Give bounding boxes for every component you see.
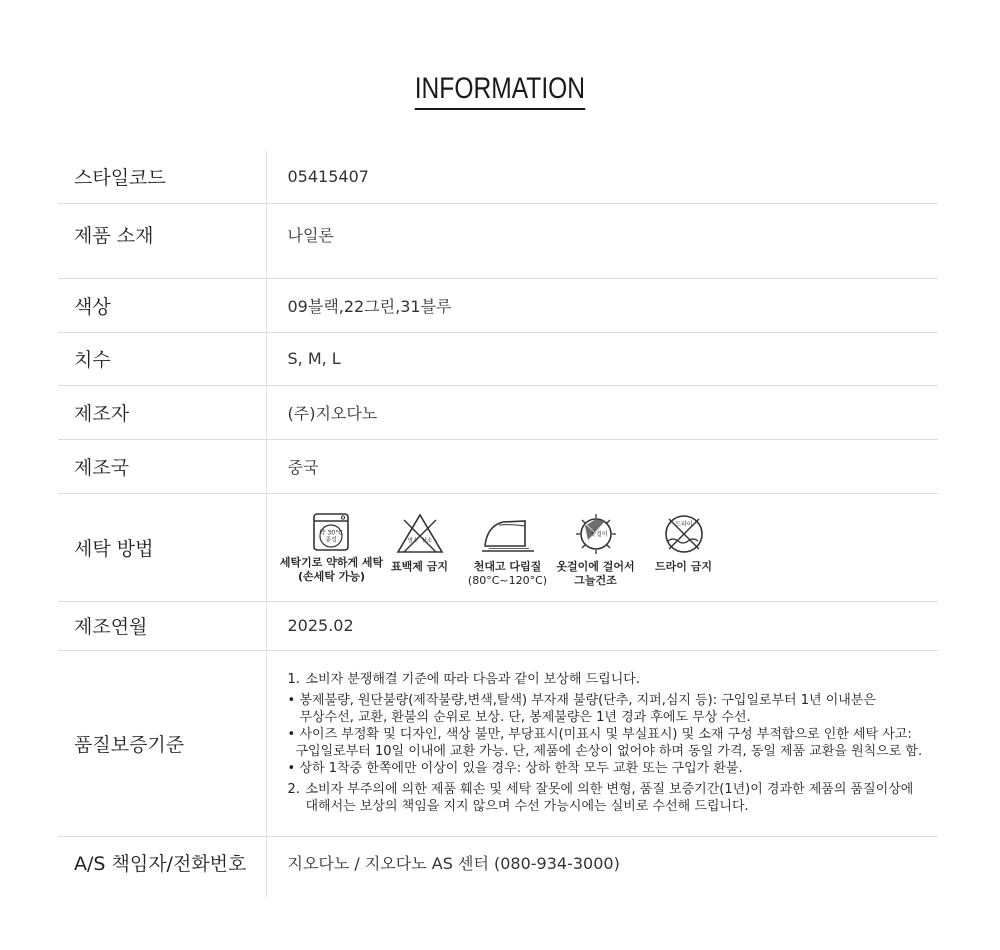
info-table (58, 150, 938, 898)
no-dry-clean-icon (660, 512, 708, 556)
hand-wash-temp: 약 30°C (318, 529, 343, 537)
material-label: 제품 소재 (58, 203, 266, 278)
hang-dry-caption (556, 560, 634, 588)
mfg-date-value: 2025.02 (266, 601, 938, 650)
bullet-mark: • (287, 761, 296, 776)
wash-item-iron (464, 512, 552, 588)
hand-wash-icon (312, 512, 352, 552)
as-value: 지오다노 / 지오다노 AS 센터 (080-934-3000) (287, 853, 620, 873)
row-wash (58, 493, 938, 601)
quality-item-2 (288, 781, 933, 815)
maker-label: 제조자 (58, 385, 266, 439)
hand-wash-neutral: 중성 (324, 536, 337, 544)
quality-bullet-1-line-2: 무상수선, 교환, 환불의 순위로 보상. 단, 봉제불량은 1년 경과 후에도 무상 수선. (299, 710, 751, 725)
row-country (58, 439, 938, 493)
no-dry-clean-caption (655, 560, 712, 574)
quality-cell (266, 650, 938, 836)
quality-item-2-line-1: 소비자 부주의에 의한 제품 훼손 및 세탁 잘못에 의한 변형, 품질 보증기간(1년)이 경과한 제품의 품질이상에 (305, 782, 914, 797)
wash-icons-cell (266, 493, 938, 601)
no-bleach-caption-main: 표백제 금지 (391, 560, 448, 573)
quality-item-1 (288, 671, 933, 688)
page-title: INFORMATION (415, 72, 585, 110)
hang-dry-caption-sub: 그늘건조 (574, 574, 617, 587)
quality-bullet-2 (288, 726, 933, 760)
mfg-date-label: 제조연월 (58, 601, 266, 650)
hang-dry-shade-icon (572, 512, 620, 556)
row-mfg-date (58, 601, 938, 650)
bullet-mark: • (287, 727, 296, 742)
material-value: 나일론 (266, 203, 938, 278)
quality-text (288, 671, 933, 815)
row-material (58, 203, 938, 278)
quality-bullet-2-line-2: 구입일로부터 10일 이내에 교환 가능. 단, 제품에 손상이 없어야 하며 동일 가격, 동일 제품 교환을 원칙으로 함. (295, 744, 923, 759)
quality-bullet-1-line-1: 봉제불량, 원단불량(제작불량,변색,탈색) 부자재 불량(단추, 지퍼,심지 등): 구입일로부터 1년 이내분은 (299, 693, 876, 708)
quality-bullet-1 (288, 692, 933, 726)
no-bleach-icon (395, 512, 445, 556)
country-value: 중국 (266, 439, 938, 493)
color-value: 09블랙,22그린,31블루 (266, 278, 938, 332)
quality-bullet-3-text: 상하 1착중 한쪽에만 이상이 있을 경우: 상하 한착 모두 교환 또는 구입가 환불. (299, 761, 743, 776)
row-as (58, 836, 938, 898)
wash-item-no-dry-clean (640, 512, 728, 574)
row-size (58, 332, 938, 385)
hand-wash-caption-sub: (손세탁 가능) (298, 570, 366, 583)
iron-caption-sub: (80°C~120°C) (467, 574, 548, 587)
style-code-label: 스타일코드 (58, 150, 266, 203)
no-bleach-oxygen: 산소 (421, 538, 432, 544)
row-color (58, 278, 938, 332)
no-bleach-caption (391, 560, 448, 574)
size-label: 치수 (58, 332, 266, 385)
row-quality (58, 650, 938, 836)
quality-item-1-num: 1. (287, 672, 300, 687)
wash-label: 세탁 방법 (58, 493, 266, 601)
wash-item-hand-wash (279, 512, 384, 584)
style-code-value: 05415407 (266, 150, 938, 203)
quality-label: 품질보증기준 (58, 650, 266, 836)
iron-icon (479, 512, 537, 556)
quality-bullet-2-line-1: 사이즈 부정확 및 디자인, 색상 불만, 부당표시(미표시 및 부실표시) 및 소재 구성 부적합으로 인한 세탁 사고: (299, 727, 912, 742)
iron-caption (468, 560, 547, 588)
quality-item-2-line-2: 대해서는 보상의 책임을 지지 않으며 수선 가능시에는 실비로 수선해 드립니다. (305, 799, 749, 814)
quality-item-2-num: 2. (287, 782, 300, 797)
hang-dry-hanger: 옷걸이 (589, 531, 608, 538)
hang-dry-caption-main: 옷걸이에 걸어서 (556, 560, 635, 573)
hand-wash-caption (280, 556, 383, 584)
country-label: 제조국 (58, 439, 266, 493)
maker-value: (주)지오다노 (266, 385, 938, 439)
wash-item-no-bleach (376, 512, 464, 574)
page-title-wrap (0, 72, 1000, 110)
wash-item-hang-dry (552, 512, 640, 588)
row-maker (58, 385, 938, 439)
no-dry-clean-dry: 드라이 (674, 521, 693, 528)
hand-wash-caption-main: 세탁기로 약하게 세탁 (279, 556, 384, 569)
quality-item-1-text: 소비자 분쟁해결 기준에 따라 다음과 같이 보상해 드립니다. (305, 672, 640, 687)
wash-icons (279, 506, 939, 588)
as-label: A/S 책임자/전화번호 (58, 836, 266, 898)
row-style-code (58, 150, 938, 203)
color-label: 색상 (58, 278, 266, 332)
quality-bullet-3 (288, 760, 933, 777)
size-value: S, M, L (266, 332, 938, 385)
no-dry-clean-caption-main: 드라이 금지 (655, 560, 712, 573)
iron-caption-main: 천대고 다림질 (473, 560, 542, 573)
no-bleach-chlorine: 염소 (407, 538, 418, 544)
bullet-mark: • (287, 693, 296, 708)
